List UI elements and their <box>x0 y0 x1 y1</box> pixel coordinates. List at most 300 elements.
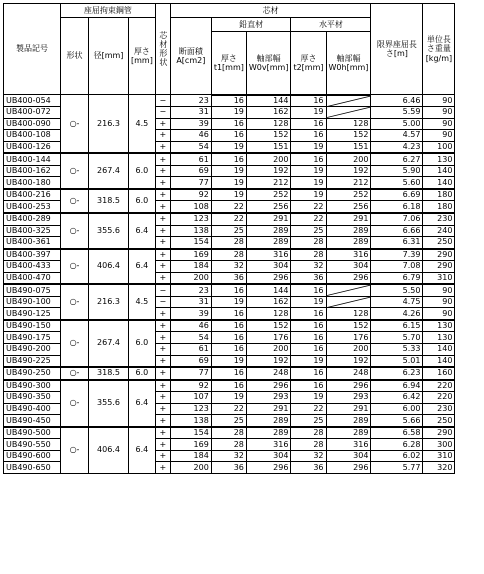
table-header <box>4 4 455 95</box>
t2-cell: 19 <box>291 296 326 308</box>
core-shape-cell: + <box>155 392 170 404</box>
unit-weight-cell: 90 <box>423 284 455 296</box>
section-area-cell: 92 <box>170 380 211 392</box>
w0h-not-applicable-cell <box>326 296 371 308</box>
w0v-cell: 289 <box>246 225 291 237</box>
w0v-cell: 293 <box>246 392 291 404</box>
section-area-cell: 31 <box>170 296 211 308</box>
w0v-cell: 256 <box>246 201 291 213</box>
limit-length-cell: 5.77 <box>371 462 423 474</box>
limit-length-cell: 6.79 <box>371 272 423 284</box>
unit-weight-cell: 180 <box>423 201 455 213</box>
w0v-cell: 304 <box>246 450 291 462</box>
w0h-cell: 200 <box>326 343 371 355</box>
section-area-cell: 23 <box>170 284 211 296</box>
t2-cell: 36 <box>291 272 326 284</box>
section-area-cell: 154 <box>170 427 211 439</box>
pipe-shape-cell: ○- <box>61 153 89 189</box>
core-shape-cell: + <box>155 320 170 332</box>
t1-cell: 19 <box>211 392 246 404</box>
t1-cell: 16 <box>211 308 246 320</box>
product-code-cell: UB400-126 <box>4 141 61 153</box>
w0v-cell: 152 <box>246 320 291 332</box>
w0v-cell: 151 <box>246 141 291 153</box>
core-shape-cell: + <box>155 427 170 439</box>
w0v-cell: 289 <box>246 415 291 427</box>
product-code-cell: UB490-650 <box>4 462 61 474</box>
w0v-cell: 304 <box>246 261 291 273</box>
pipe-thickness-cell: 6.4 <box>129 249 156 285</box>
t1-cell: 25 <box>211 415 246 427</box>
section-area-cell: 39 <box>170 308 211 320</box>
header-t1-thickness: 厚さt1[mm] <box>211 32 246 95</box>
pipe-shape-cell: ○- <box>61 213 89 249</box>
w0v-cell: 200 <box>246 153 291 165</box>
w0h-cell: 296 <box>326 462 371 474</box>
t2-cell: 19 <box>291 165 326 177</box>
core-shape-cell: + <box>155 249 170 261</box>
section-area-cell: 184 <box>170 450 211 462</box>
product-code-cell: UB400-397 <box>4 249 61 261</box>
t2-cell: 22 <box>291 201 326 213</box>
core-shape-cell: − <box>155 95 170 107</box>
section-area-cell: 39 <box>170 118 211 130</box>
pipe-thickness-cell: 6.0 <box>129 320 156 367</box>
table-row <box>4 380 455 392</box>
w0h-cell: 304 <box>326 450 371 462</box>
product-code-cell: UB400-216 <box>4 189 61 201</box>
core-shape-cell: + <box>155 272 170 284</box>
diagonal-slash-icon <box>327 285 371 296</box>
t1-cell: 19 <box>211 189 246 201</box>
t2-cell: 19 <box>291 141 326 153</box>
core-shape-cell: + <box>155 308 170 320</box>
t2-cell: 19 <box>291 392 326 404</box>
w0v-cell: 128 <box>246 118 291 130</box>
pipe-thickness-cell: 4.5 <box>129 95 156 154</box>
pipe-diameter-cell: 318.5 <box>89 367 129 380</box>
spec-table <box>3 3 455 474</box>
header-core-shape: 芯材形状 <box>155 4 170 95</box>
section-area-cell: 138 <box>170 225 211 237</box>
limit-length-cell: 6.15 <box>371 320 423 332</box>
core-shape-cell: + <box>155 189 170 201</box>
table-row <box>4 284 455 296</box>
t1-cell: 16 <box>211 332 246 344</box>
t1-cell: 19 <box>211 177 246 189</box>
unit-weight-cell: 290 <box>423 261 455 273</box>
section-area-cell: 108 <box>170 201 211 213</box>
w0h-cell: 128 <box>326 308 371 320</box>
w0h-cell: 296 <box>326 380 371 392</box>
unit-weight-cell: 90 <box>423 95 455 107</box>
product-code-cell: UB400-433 <box>4 261 61 273</box>
pipe-thickness-cell: 6.0 <box>129 153 156 189</box>
core-shape-cell: + <box>155 462 170 474</box>
w0h-not-applicable-cell <box>326 95 371 107</box>
core-shape-cell: + <box>155 201 170 213</box>
product-code-cell: UB400-361 <box>4 237 61 249</box>
section-area-cell: 107 <box>170 392 211 404</box>
table-row <box>4 367 455 380</box>
unit-weight-cell: 220 <box>423 392 455 404</box>
product-code-cell: UB490-300 <box>4 380 61 392</box>
product-code-cell: UB400-072 <box>4 107 61 119</box>
pipe-shape-cell: ○- <box>61 284 89 320</box>
w0v-cell: 291 <box>246 213 291 225</box>
w0h-cell: 128 <box>326 118 371 130</box>
t1-cell: 28 <box>211 249 246 261</box>
product-code-cell: UB400-470 <box>4 272 61 284</box>
t2-cell: 28 <box>291 427 326 439</box>
product-code-cell: UB490-600 <box>4 450 61 462</box>
limit-length-cell: 4.26 <box>371 308 423 320</box>
unit-weight-cell: 140 <box>423 165 455 177</box>
section-area-cell: 123 <box>170 403 211 415</box>
limit-length-cell: 6.46 <box>371 95 423 107</box>
section-area-cell: 61 <box>170 153 211 165</box>
table-row <box>4 213 455 225</box>
t2-cell: 28 <box>291 249 326 261</box>
limit-length-cell: 5.90 <box>371 165 423 177</box>
product-code-cell: UB400-090 <box>4 118 61 130</box>
t1-cell: 19 <box>211 141 246 153</box>
pipe-diameter-cell: 267.4 <box>89 153 129 189</box>
w0h-cell: 316 <box>326 439 371 451</box>
w0v-cell: 289 <box>246 237 291 249</box>
w0v-cell: 296 <box>246 272 291 284</box>
w0h-cell: 291 <box>326 403 371 415</box>
diagonal-slash-icon <box>327 96 371 107</box>
t1-cell: 16 <box>211 153 246 165</box>
section-area-cell: 46 <box>170 320 211 332</box>
header-shape: 形状 <box>61 18 89 95</box>
unit-weight-cell: 90 <box>423 130 455 142</box>
unit-weight-cell: 130 <box>423 153 455 165</box>
pipe-diameter-cell: 406.4 <box>89 249 129 285</box>
header-t2-thickness: 厚さt2[mm] <box>291 32 326 95</box>
unit-weight-cell: 90 <box>423 107 455 119</box>
w0h-cell: 212 <box>326 177 371 189</box>
section-area-cell: 92 <box>170 189 211 201</box>
pipe-thickness-cell: 6.4 <box>129 380 156 427</box>
product-code-cell: UB400-325 <box>4 225 61 237</box>
unit-weight-cell: 250 <box>423 237 455 249</box>
limit-length-cell: 6.69 <box>371 189 423 201</box>
t2-cell: 32 <box>291 261 326 273</box>
product-code-cell: UB490-550 <box>4 439 61 451</box>
section-area-cell: 200 <box>170 462 211 474</box>
limit-length-cell: 5.70 <box>371 332 423 344</box>
section-area-cell: 61 <box>170 343 211 355</box>
core-shape-cell: + <box>155 118 170 130</box>
pipe-shape-cell: ○- <box>61 380 89 427</box>
t1-cell: 19 <box>211 355 246 367</box>
t1-cell: 19 <box>211 296 246 308</box>
product-code-cell: UB400-054 <box>4 95 61 107</box>
unit-weight-cell: 320 <box>423 462 455 474</box>
section-area-cell: 200 <box>170 272 211 284</box>
unit-weight-cell: 130 <box>423 320 455 332</box>
diagonal-slash-icon <box>327 297 371 308</box>
t1-cell: 16 <box>211 130 246 142</box>
unit-weight-cell: 140 <box>423 343 455 355</box>
limit-length-cell: 6.42 <box>371 392 423 404</box>
core-shape-cell: − <box>155 284 170 296</box>
table-row <box>4 153 455 165</box>
limit-length-cell: 6.94 <box>371 380 423 392</box>
t2-cell: 16 <box>291 284 326 296</box>
section-area-cell: 69 <box>170 165 211 177</box>
t2-cell: 22 <box>291 403 326 415</box>
header-unit-weight: 単位長さ重量[kg/m] <box>423 4 455 95</box>
t2-cell: 19 <box>291 107 326 119</box>
w0v-cell: 296 <box>246 380 291 392</box>
section-area-cell: 169 <box>170 439 211 451</box>
w0v-cell: 128 <box>246 308 291 320</box>
t1-cell: 28 <box>211 237 246 249</box>
table-row <box>4 320 455 332</box>
header-restraint-pipe: 座屈拘束鋼管 <box>61 4 156 18</box>
core-shape-cell: + <box>155 380 170 392</box>
pipe-shape-cell: ○- <box>61 189 89 213</box>
core-shape-cell: + <box>155 237 170 249</box>
limit-length-cell: 7.39 <box>371 249 423 261</box>
core-shape-cell: + <box>155 343 170 355</box>
w0v-cell: 192 <box>246 165 291 177</box>
w0v-cell: 162 <box>246 107 291 119</box>
product-code-cell: UB490-400 <box>4 403 61 415</box>
w0v-cell: 176 <box>246 332 291 344</box>
unit-weight-cell: 250 <box>423 415 455 427</box>
header-limit-length: 限界座屈長さ[m] <box>371 4 423 95</box>
section-area-cell: 77 <box>170 367 211 380</box>
w0h-cell: 289 <box>326 237 371 249</box>
t1-cell: 22 <box>211 403 246 415</box>
core-shape-cell: + <box>155 165 170 177</box>
section-area-cell: 31 <box>170 107 211 119</box>
t2-cell: 19 <box>291 355 326 367</box>
table-body <box>4 95 455 474</box>
limit-length-cell: 6.28 <box>371 439 423 451</box>
product-code-cell: UB400-144 <box>4 153 61 165</box>
limit-length-cell: 6.58 <box>371 427 423 439</box>
product-code-cell: UB490-450 <box>4 415 61 427</box>
w0v-cell: 144 <box>246 95 291 107</box>
product-code-cell: UB490-500 <box>4 427 61 439</box>
header-vertical-member: 鉛直材 <box>211 18 291 32</box>
w0v-cell: 296 <box>246 462 291 474</box>
w0h-cell: 289 <box>326 415 371 427</box>
section-area-cell: 54 <box>170 141 211 153</box>
product-code-cell: UB490-200 <box>4 343 61 355</box>
pipe-thickness-cell: 6.0 <box>129 367 156 380</box>
section-area-cell: 138 <box>170 415 211 427</box>
t2-cell: 16 <box>291 308 326 320</box>
t2-cell: 16 <box>291 320 326 332</box>
unit-weight-cell: 130 <box>423 332 455 344</box>
unit-weight-cell: 300 <box>423 439 455 451</box>
t2-cell: 28 <box>291 237 326 249</box>
pipe-diameter-cell: 267.4 <box>89 320 129 367</box>
core-shape-cell: + <box>155 355 170 367</box>
unit-weight-cell: 160 <box>423 367 455 380</box>
core-shape-cell: + <box>155 153 170 165</box>
pipe-diameter-cell: 318.5 <box>89 189 129 213</box>
t1-cell: 28 <box>211 439 246 451</box>
t1-cell: 32 <box>211 450 246 462</box>
core-shape-cell: + <box>155 261 170 273</box>
w0h-cell: 200 <box>326 153 371 165</box>
w0h-cell: 293 <box>326 392 371 404</box>
unit-weight-cell: 230 <box>423 403 455 415</box>
w0h-cell: 152 <box>326 130 371 142</box>
limit-length-cell: 7.06 <box>371 213 423 225</box>
unit-weight-cell: 90 <box>423 308 455 320</box>
core-shape-cell: − <box>155 107 170 119</box>
t1-cell: 16 <box>211 367 246 380</box>
pipe-diameter-cell: 406.4 <box>89 427 129 474</box>
section-area-cell: 154 <box>170 237 211 249</box>
w0h-not-applicable-cell <box>326 284 371 296</box>
w0h-cell: 256 <box>326 201 371 213</box>
product-code-cell: UB400-108 <box>4 130 61 142</box>
w0h-cell: 289 <box>326 225 371 237</box>
t1-cell: 36 <box>211 272 246 284</box>
diagonal-slash-icon <box>327 107 371 118</box>
product-code-cell: UB490-175 <box>4 332 61 344</box>
t2-cell: 22 <box>291 213 326 225</box>
section-area-cell: 23 <box>170 95 211 107</box>
unit-weight-cell: 290 <box>423 249 455 261</box>
unit-weight-cell: 310 <box>423 272 455 284</box>
w0v-cell: 152 <box>246 130 291 142</box>
header-w0v-width: 軸部幅W0v[mm] <box>246 32 291 95</box>
t1-cell: 16 <box>211 380 246 392</box>
header-horizontal-member: 水平材 <box>291 18 371 32</box>
core-shape-cell: + <box>155 415 170 427</box>
limit-length-cell: 5.50 <box>371 284 423 296</box>
product-code-cell: UB490-250 <box>4 367 61 380</box>
core-shape-cell: + <box>155 225 170 237</box>
spec-table-container <box>3 3 455 474</box>
t2-cell: 32 <box>291 450 326 462</box>
limit-length-cell: 6.23 <box>371 367 423 380</box>
header-product-code: 製品記号 <box>4 4 61 95</box>
limit-length-cell: 6.66 <box>371 225 423 237</box>
product-code-cell: UB400-180 <box>4 177 61 189</box>
w0h-cell: 176 <box>326 332 371 344</box>
pipe-diameter-cell: 216.3 <box>89 284 129 320</box>
w0h-cell: 289 <box>326 427 371 439</box>
t2-cell: 16 <box>291 130 326 142</box>
header-core-material: 芯材 <box>170 4 371 18</box>
w0v-cell: 316 <box>246 439 291 451</box>
unit-weight-cell: 140 <box>423 177 455 189</box>
product-code-cell: UB400-253 <box>4 201 61 213</box>
w0v-cell: 162 <box>246 296 291 308</box>
product-code-cell: UB490-075 <box>4 284 61 296</box>
limit-length-cell: 4.57 <box>371 130 423 142</box>
t1-cell: 16 <box>211 95 246 107</box>
limit-length-cell: 5.60 <box>371 177 423 189</box>
core-shape-cell: + <box>155 141 170 153</box>
product-code-cell: UB490-150 <box>4 320 61 332</box>
t1-cell: 36 <box>211 462 246 474</box>
t2-cell: 16 <box>291 118 326 130</box>
unit-weight-cell: 290 <box>423 427 455 439</box>
w0h-cell: 152 <box>326 320 371 332</box>
header-pipe-thickness: 厚さ[mm] <box>129 18 156 95</box>
pipe-shape-cell: ○- <box>61 249 89 285</box>
pipe-diameter-cell: 355.6 <box>89 380 129 427</box>
t2-cell: 16 <box>291 153 326 165</box>
t2-cell: 16 <box>291 95 326 107</box>
pipe-diameter-cell: 216.3 <box>89 95 129 154</box>
unit-weight-cell: 240 <box>423 225 455 237</box>
section-area-cell: 69 <box>170 355 211 367</box>
w0h-cell: 252 <box>326 189 371 201</box>
t1-cell: 25 <box>211 225 246 237</box>
t2-cell: 19 <box>291 177 326 189</box>
table-row <box>4 427 455 439</box>
t2-cell: 16 <box>291 367 326 380</box>
t1-cell: 16 <box>211 320 246 332</box>
pipe-shape-cell: ○- <box>61 95 89 154</box>
t2-cell: 25 <box>291 225 326 237</box>
w0v-cell: 144 <box>246 284 291 296</box>
table-row <box>4 95 455 107</box>
pipe-diameter-cell: 355.6 <box>89 213 129 249</box>
unit-weight-cell: 100 <box>423 141 455 153</box>
w0h-cell: 192 <box>326 355 371 367</box>
limit-length-cell: 6.02 <box>371 450 423 462</box>
t2-cell: 36 <box>291 462 326 474</box>
t2-cell: 25 <box>291 415 326 427</box>
pipe-shape-cell: ○- <box>61 427 89 474</box>
limit-length-cell: 4.75 <box>371 296 423 308</box>
t2-cell: 16 <box>291 380 326 392</box>
section-area-cell: 184 <box>170 261 211 273</box>
t1-cell: 22 <box>211 213 246 225</box>
section-area-cell: 46 <box>170 130 211 142</box>
product-code-cell: UB400-162 <box>4 165 61 177</box>
w0h-cell: 296 <box>326 272 371 284</box>
t1-cell: 19 <box>211 107 246 119</box>
limit-length-cell: 7.08 <box>371 261 423 273</box>
core-shape-cell: + <box>155 439 170 451</box>
pipe-thickness-cell: 6.4 <box>129 213 156 249</box>
product-code-cell: UB400-289 <box>4 213 61 225</box>
product-code-cell: UB490-225 <box>4 355 61 367</box>
unit-weight-cell: 90 <box>423 118 455 130</box>
w0v-cell: 212 <box>246 177 291 189</box>
w0h-cell: 291 <box>326 213 371 225</box>
unit-weight-cell: 180 <box>423 189 455 201</box>
core-shape-cell: − <box>155 296 170 308</box>
unit-weight-cell: 140 <box>423 355 455 367</box>
pipe-thickness-cell: 6.4 <box>129 427 156 474</box>
w0v-cell: 248 <box>246 367 291 380</box>
t1-cell: 16 <box>211 118 246 130</box>
pipe-shape-cell: ○- <box>61 367 89 380</box>
core-shape-cell: + <box>155 367 170 380</box>
t2-cell: 19 <box>291 189 326 201</box>
w0v-cell: 316 <box>246 249 291 261</box>
product-code-cell: UB490-100 <box>4 296 61 308</box>
product-code-cell: UB490-125 <box>4 308 61 320</box>
limit-length-cell: 6.31 <box>371 237 423 249</box>
